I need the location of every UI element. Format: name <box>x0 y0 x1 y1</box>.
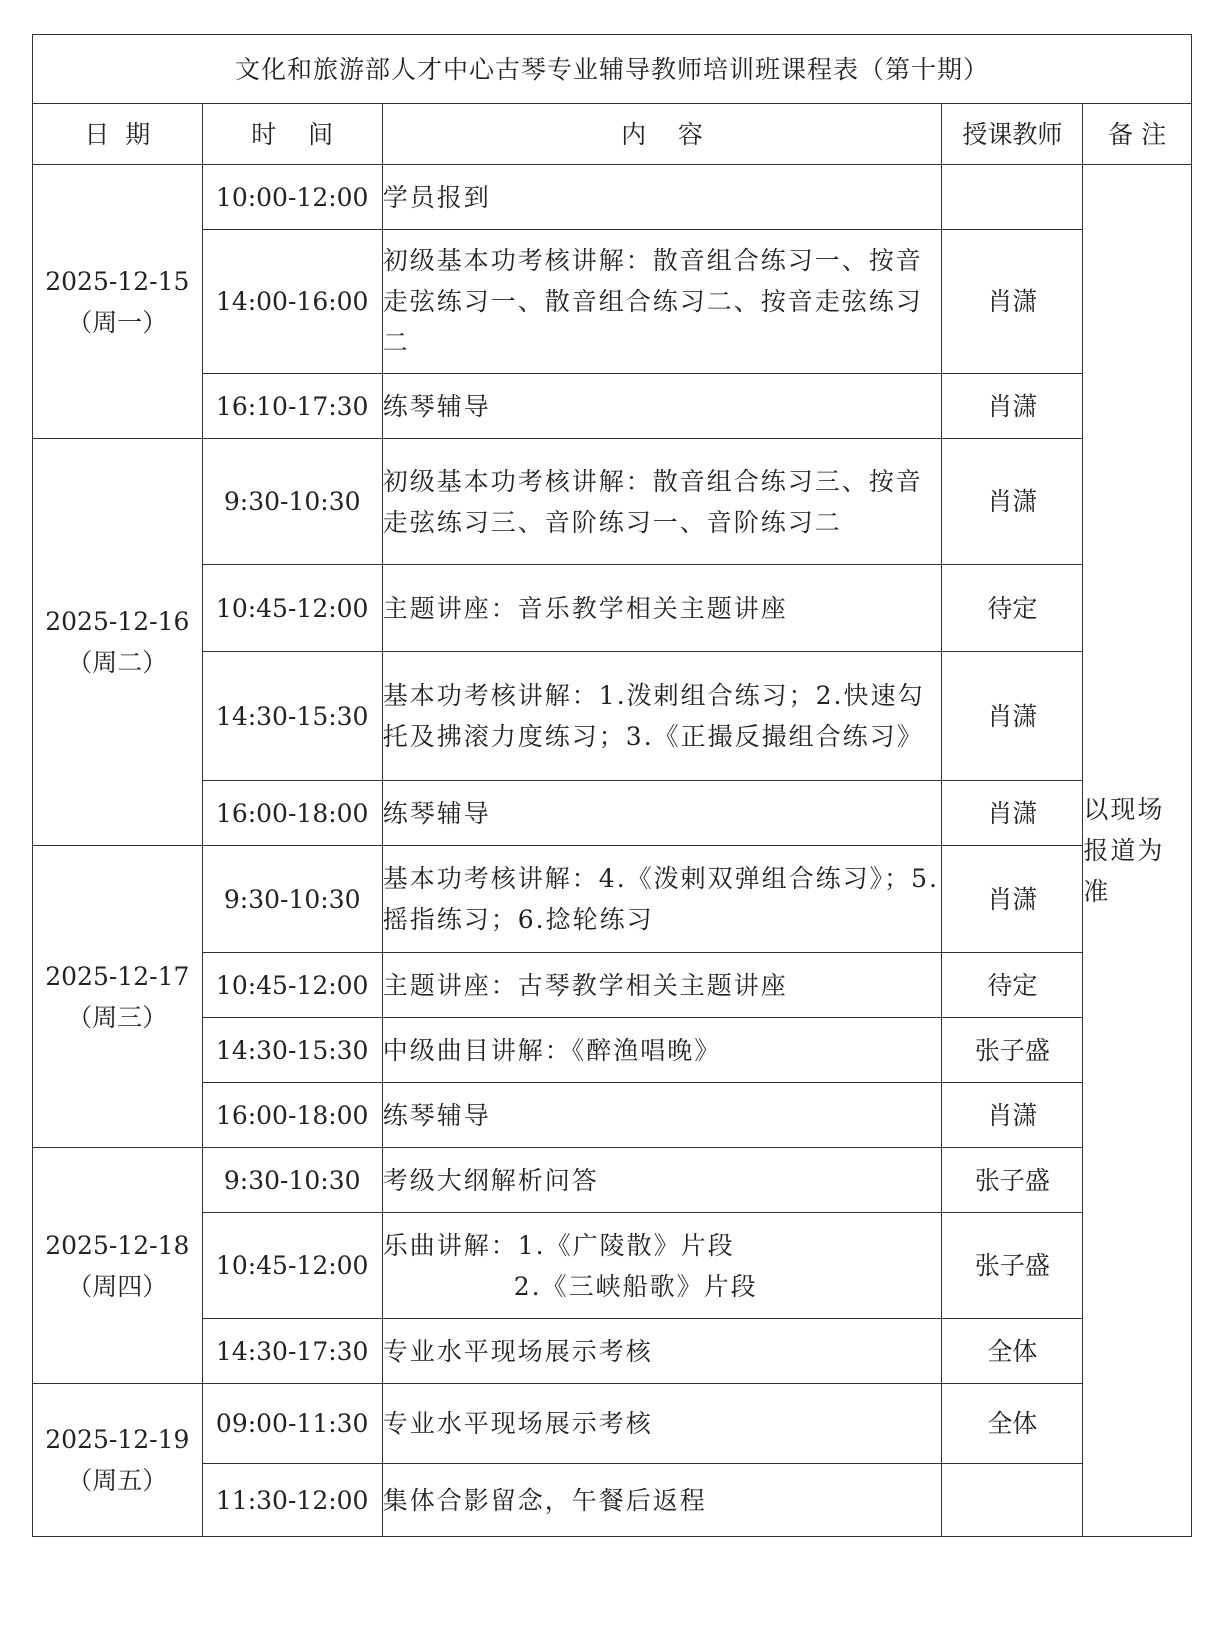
table-row <box>33 1083 1192 1148</box>
time-cell: 16:10-17:30 <box>202 374 382 439</box>
table-row <box>33 1148 1192 1213</box>
teacher-cell: 张子盛 <box>942 1018 1083 1083</box>
teacher-cell: 全体 <box>942 1319 1083 1384</box>
time-cell: 10:00-12:00 <box>202 165 382 230</box>
teacher-cell: 张子盛 <box>942 1148 1083 1213</box>
time-cell: 14:30-17:30 <box>202 1319 382 1384</box>
time-cell: 16:00-18:00 <box>202 781 382 846</box>
content-cell: 主题讲座：古琴教学相关主题讲座 <box>382 953 941 1018</box>
time-cell: 11:30-12:00 <box>202 1464 382 1537</box>
teacher-cell: 肖潇 <box>942 439 1083 565</box>
content-cell: 基本功考核讲解：4.《泼剌双弹组合练习》；5.摇指练习；6.捻轮练习 <box>382 846 941 953</box>
table-row <box>33 781 1192 846</box>
date-cell: 2025-12-17 （周三） <box>33 846 203 1148</box>
time-cell: 14:30-15:30 <box>202 1018 382 1083</box>
table-row <box>33 374 1192 439</box>
header-date: 日 期 <box>33 104 203 165</box>
time-cell: 09:00-11:30 <box>202 1384 382 1464</box>
table-row <box>33 1464 1192 1537</box>
content-cell: 专业水平现场展示考核 <box>382 1319 941 1384</box>
table-title: 文化和旅游部人才中心古琴专业辅导教师培训班课程表（第十期） <box>33 35 1192 104</box>
header-content: 内 容 <box>382 104 941 165</box>
table-row <box>33 1319 1192 1384</box>
content-cell: 主题讲座：音乐教学相关主题讲座 <box>382 565 941 652</box>
teacher-cell <box>942 165 1083 230</box>
time-cell: 14:00-16:00 <box>202 230 382 374</box>
table-row <box>33 565 1192 652</box>
teacher-cell: 待定 <box>942 953 1083 1018</box>
header-teacher: 授课教师 <box>942 104 1083 165</box>
time-cell: 9:30-10:30 <box>202 846 382 953</box>
content-line: 乐曲讲解：1.《广陵散》片段 <box>382 1230 735 1260</box>
table-row <box>33 230 1192 374</box>
table-row <box>33 953 1192 1018</box>
time-cell: 10:45-12:00 <box>202 1213 382 1319</box>
header-note: 备 注 <box>1083 104 1192 165</box>
teacher-cell: 肖潇 <box>942 781 1083 846</box>
date-cell: 2025-12-19 （周五） <box>33 1384 203 1537</box>
time-cell: 9:30-10:30 <box>202 1148 382 1213</box>
content-cell: 集体合影留念，午餐后返程 <box>382 1464 941 1537</box>
content-line: 2.《三峡船歌》片段 <box>513 1271 758 1301</box>
time-cell: 10:45-12:00 <box>202 953 382 1018</box>
teacher-cell: 肖潇 <box>942 1083 1083 1148</box>
content-cell: 基本功考核讲解：1.泼剌组合练习；2.快速勾托及拂滚力度练习；3.《正撮反撮组合练习》 <box>382 652 941 781</box>
date-cell: 2025-12-16 （周二） <box>33 439 203 846</box>
time-cell: 14:30-15:30 <box>202 652 382 781</box>
content-cell <box>382 1213 941 1319</box>
content-cell: 初级基本功考核讲解：散音组合练习一、按音走弦练习一、散音组合练习二、按音走弦练习二 <box>382 230 941 374</box>
content-cell: 练琴辅导 <box>382 781 941 846</box>
content-cell: 考级大纲解析问答 <box>382 1148 941 1213</box>
teacher-cell <box>942 1464 1083 1537</box>
content-cell: 学员报到 <box>382 165 941 230</box>
content-cell: 专业水平现场展示考核 <box>382 1384 941 1464</box>
date-cell: 2025-12-15 （周一） <box>33 165 203 439</box>
table-row <box>33 1213 1192 1319</box>
header-time: 时 间 <box>202 104 382 165</box>
time-cell: 9:30-10:30 <box>202 439 382 565</box>
content-cell: 中级曲目讲解：《醉渔唱晚》 <box>382 1018 941 1083</box>
teacher-cell: 肖潇 <box>942 846 1083 953</box>
time-cell: 16:00-18:00 <box>202 1083 382 1148</box>
content-cell: 练琴辅导 <box>382 374 941 439</box>
time-cell: 10:45-12:00 <box>202 565 382 652</box>
content-cell: 初级基本功考核讲解：散音组合练习三、按音走弦练习三、音阶练习一、音阶练习二 <box>382 439 941 565</box>
note-cell: 以现场报道为准 <box>1083 165 1192 1537</box>
teacher-cell: 待定 <box>942 565 1083 652</box>
teacher-cell: 张子盛 <box>942 1213 1083 1319</box>
teacher-cell: 肖潇 <box>942 652 1083 781</box>
table-row <box>33 165 1192 230</box>
schedule-table <box>32 34 1192 1537</box>
table-row <box>33 1018 1192 1083</box>
content-cell: 练琴辅导 <box>382 1083 941 1148</box>
teacher-cell: 肖潇 <box>942 374 1083 439</box>
teacher-cell: 肖潇 <box>942 230 1083 374</box>
table-row <box>33 652 1192 781</box>
table-row <box>33 846 1192 953</box>
table-row <box>33 439 1192 565</box>
teacher-cell: 全体 <box>942 1384 1083 1464</box>
table-row <box>33 1384 1192 1464</box>
date-cell: 2025-12-18 （周四） <box>33 1148 203 1384</box>
